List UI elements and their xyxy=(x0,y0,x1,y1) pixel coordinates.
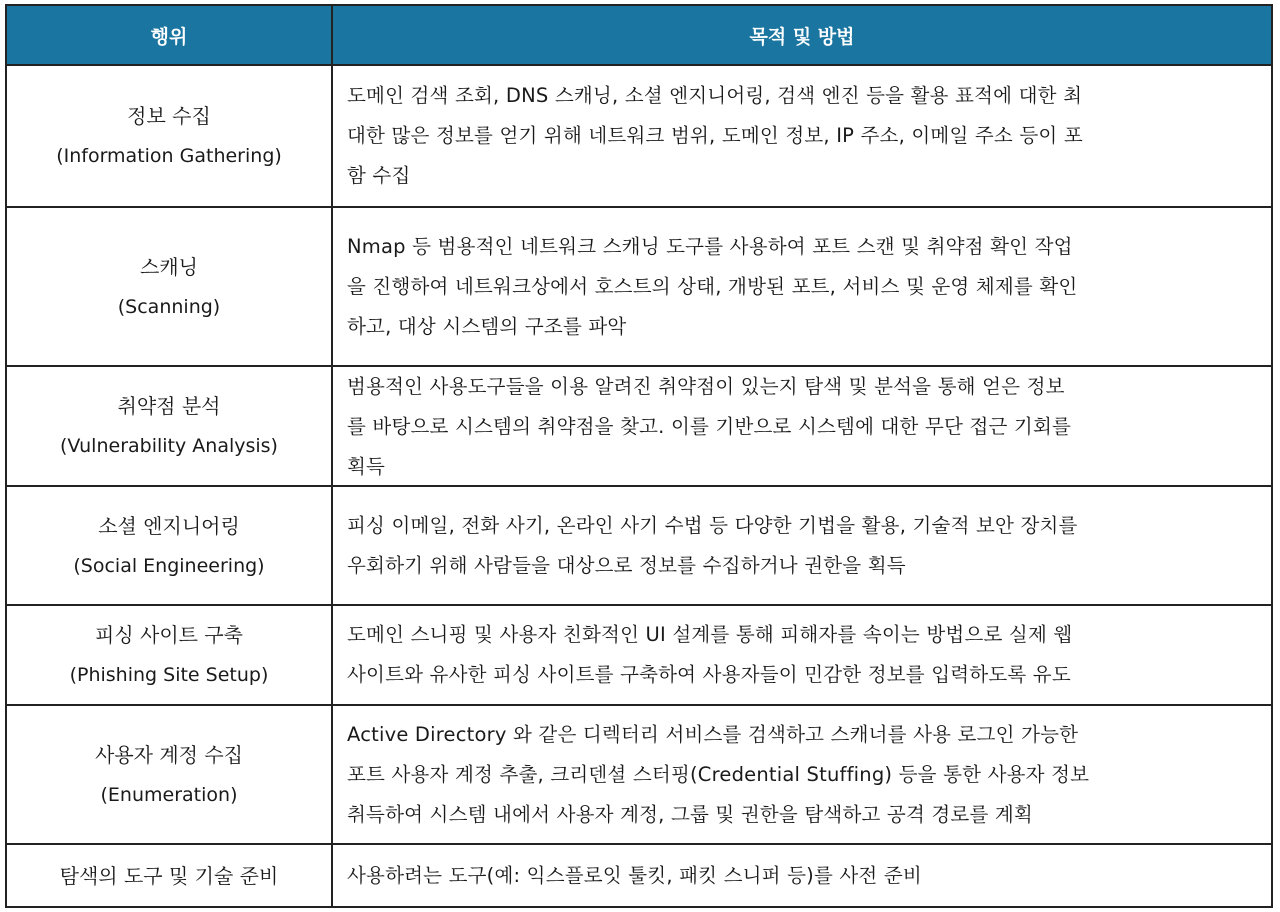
row-description xyxy=(333,208,1271,365)
description-line: 사용하려는 도구(예: 익스플로잇 툴킷, 패킷 스니퍼 등)를 사전 준비 xyxy=(347,863,922,887)
description-line: 우회하기 위해 사람들을 대상으로 정보를 수집하거나 권한을 획득 xyxy=(347,553,906,577)
description-line: 도메인 검색 조회, DNS 스캐닝, 소셜 엔지니어링, 검색 엔진 등을 활용 표적에 대한 최 xyxy=(347,84,1083,107)
label-english: (Vulnerability Analysis) xyxy=(60,435,278,457)
label-english: (Enumeration) xyxy=(100,783,238,806)
row-description xyxy=(333,367,1271,485)
table-row xyxy=(7,606,1271,706)
row-label xyxy=(7,845,333,906)
label-korean: 스캐닝 xyxy=(140,254,198,279)
row-label xyxy=(7,487,333,604)
table-row xyxy=(7,66,1271,208)
row-label xyxy=(7,606,333,704)
description-line: Active Directory 와 같은 디렉터리 서비스를 검색하고 스캐너를 사용 로그인 가능한 xyxy=(347,722,1079,746)
description-line: 도메인 스니핑 및 사용자 친화적인 UI 설계를 통해 피해자를 속이는 방법으로 실제 웹 xyxy=(347,623,1073,646)
row-label xyxy=(7,706,333,843)
header-purpose-method: 목적 및 방법 xyxy=(749,25,855,48)
label-korean: 사용자 계정 수집 xyxy=(95,742,243,767)
table-row xyxy=(7,706,1271,845)
description-line: 를 바탕으로 시스템의 취약점을 찾고. 이를 기반으로 시스템에 대한 무단 접근 기회를 xyxy=(347,415,1072,438)
row-description xyxy=(333,706,1271,843)
label-english: (Social Engineering) xyxy=(73,554,265,577)
label-korean: 피싱 사이트 구축 xyxy=(95,623,243,647)
description-line: 취득하여 시스템 내에서 사용자 계정, 그룹 및 권한을 탐색하고 공격 경로를 계획 xyxy=(347,802,1033,826)
row-description xyxy=(333,606,1271,704)
row-description xyxy=(333,845,1271,906)
description-line: 을 진행하여 네트워크상에서 호스트의 상태, 개방된 포트, 서비스 및 운영 체제를 확인 xyxy=(347,274,1078,298)
label-korean: 취약점 분석 xyxy=(117,394,221,418)
description-line: 획득 xyxy=(347,455,386,478)
row-label xyxy=(7,208,333,365)
table-header-row xyxy=(7,6,1271,66)
label-english: (Information Gathering) xyxy=(56,145,282,167)
row-description xyxy=(333,66,1271,206)
description-line: 함 수집 xyxy=(347,164,411,187)
row-label xyxy=(7,66,333,206)
description-line: 대한 많은 정보를 얻기 위해 네트워크 범위, 도메인 정보, IP 주소, 이메일 주소 등이 포 xyxy=(347,124,1083,147)
label-korean: 소셜 엔지니어링 xyxy=(98,513,240,538)
description-line: 범용적인 사용도구들을 이용 알려진 취약점이 있는지 탐색 및 분석을 통해 얻은 정보 xyxy=(347,375,1065,398)
description-line: Nmap 등 범용적인 네트워크 스캐닝 도구를 사용하여 포트 스캔 및 취약점 확인 작업 xyxy=(347,234,1073,258)
table-row xyxy=(7,487,1271,606)
header-action: 행위 xyxy=(7,6,333,64)
attack-stages-table xyxy=(5,4,1273,908)
description-line: 하고, 대상 시스템의 구조를 파악 xyxy=(347,314,627,338)
label-korean: 정보 수집 xyxy=(127,104,211,128)
description-line: 피싱 이메일, 전화 사기, 온라인 사기 수법 등 다양한 기법을 활용, 기술적 보안 장치를 xyxy=(347,513,1078,537)
label-english: (Scanning) xyxy=(117,295,221,318)
table-row xyxy=(7,845,1271,906)
row-label xyxy=(7,367,333,485)
label-english: (Phishing Site Setup) xyxy=(69,664,269,686)
description-line: 포트 사용자 계정 추출, 크리덴셜 스터핑(Credential Stuffing) 등을 통한 사용자 정보 xyxy=(347,762,1090,786)
table-row xyxy=(7,367,1271,487)
description-line: 사이트와 유사한 피싱 사이트를 구축하여 사용자들이 민감한 정보를 입력하도록 유도 xyxy=(347,663,1071,686)
label-korean: 탐색의 도구 및 기술 준비 xyxy=(59,863,279,888)
row-description xyxy=(333,487,1271,604)
table-row xyxy=(7,208,1271,367)
